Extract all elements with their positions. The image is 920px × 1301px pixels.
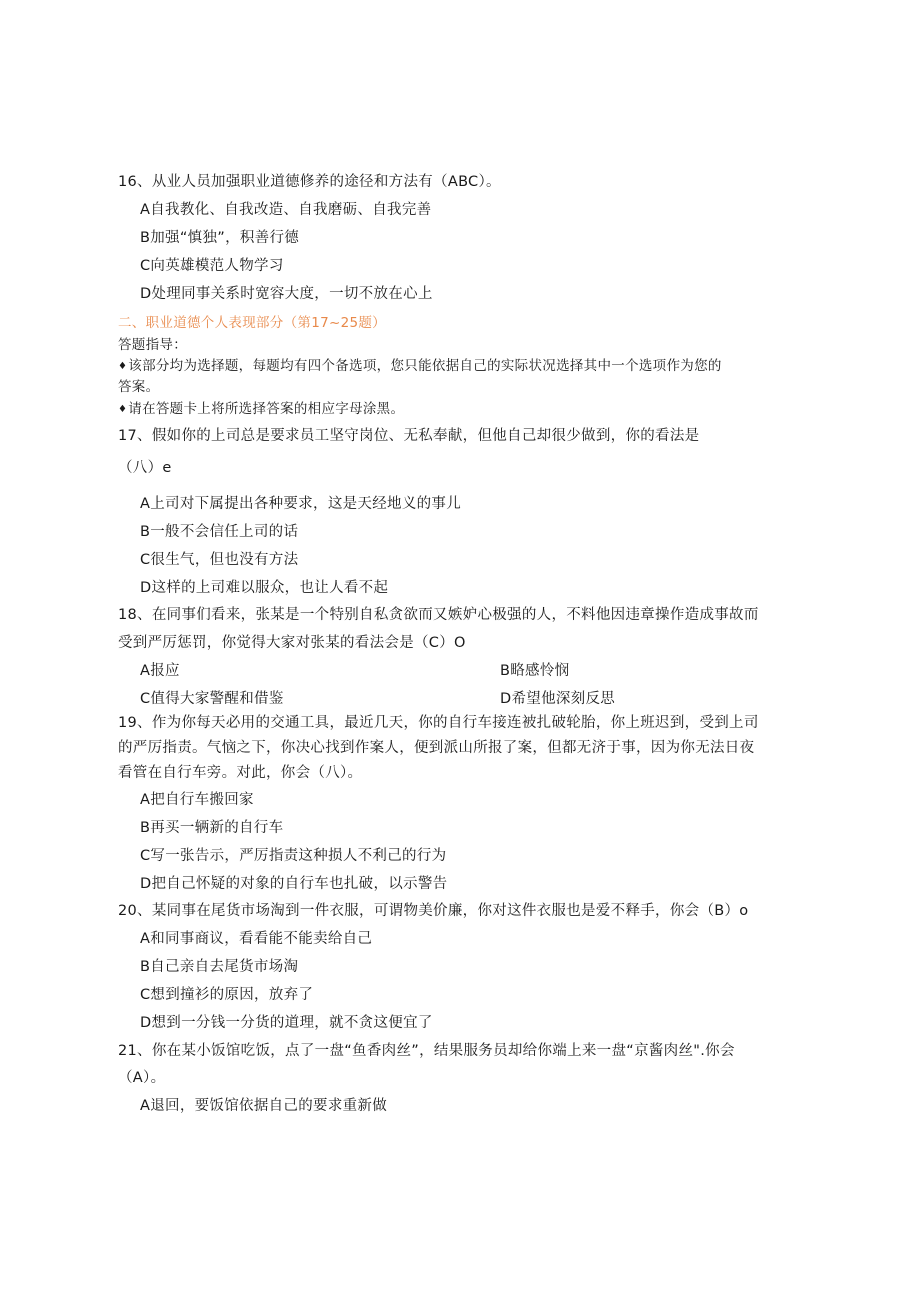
- diamond-bullet-icon: ♦: [118, 404, 128, 415]
- diamond-bullet-icon: ♦: [118, 361, 128, 372]
- guide-bullet-1-continued: 答案。: [118, 379, 160, 395]
- question-20-stem: 20、某同事在尾货市场淘到一件衣服，可谓物美价廉，你对这件衣服也是爱不释手，你会（B）o: [118, 903, 749, 919]
- question-19-stem-line-2: 的严厉指责。气恼之下，你决心找到作案人，便到派山所报了案，但都无济于事，因为你无法日夜: [118, 740, 755, 756]
- question-18-option-a: A报应: [140, 663, 180, 679]
- question-19-option-a: A把自行车搬回家: [140, 792, 254, 808]
- question-17-stem-continued: （八）e: [118, 460, 172, 476]
- question-18-stem: 18、在同事们看来，张某是一个特别自私贪欲而又嫉妒心极强的人，不料他因违章操作造成事故而: [118, 607, 759, 623]
- question-17-option-c: C很生气，但也没有方法: [140, 552, 299, 568]
- answer-guide-label: 答题指导：: [118, 337, 187, 353]
- question-17-stem: 17、假如你的上司总是要求员工坚守岗位、无私奉献，但他自己却很少做到，你的看法是: [118, 428, 700, 444]
- question-17-option-a: A上司对下属提出各种要求，这是天经地义的事儿: [140, 496, 462, 512]
- question-20-option-a: A和同事商议，看看能不能卖给自己: [140, 931, 373, 947]
- section-2-title: 二、职业道德个人表现部分（第17~25题）: [118, 315, 386, 331]
- question-18-stem-continued: 受到严厉惩罚，你觉得大家对张某的看法会是（C）O: [118, 635, 466, 651]
- question-20-option-c: C想到撞衫的原因，放弃了: [140, 987, 314, 1003]
- question-19-option-b: B再买一辆新的自行车: [140, 820, 284, 836]
- guide-bullet-1-text: 该部分均为选择题，每题均有四个备选项，您只能依据自己的实际状况选择其中一个选项作为您的: [128, 358, 722, 374]
- question-19-stem: 19、作为你每天必用的交通工具，最近几天，你的自行车接连被扎破轮胎，你上班迟到，受到上司: [118, 715, 759, 731]
- question-16-option-a: A自我教化、自我改造、自我磨砺、自我完善: [140, 202, 432, 218]
- question-16-option-b: B加强“慎独”，积善行德: [140, 230, 300, 246]
- question-18-option-b: B略感怜悯: [500, 663, 570, 679]
- guide-bullet-1: [118, 356, 722, 378]
- question-18-option-c: C值得大家警醒和借鉴: [140, 691, 284, 707]
- question-19-stem-line-3: 看管在自行车旁。对此，你会（八）。: [118, 765, 363, 781]
- question-19-option-d: D把自己怀疑的对象的自行车也扎破，以示警告: [140, 876, 448, 892]
- guide-bullet-2-text: 请在答题卡上将所选择答案的相应字母涂黑。: [128, 401, 405, 417]
- guide-bullet-2: [118, 399, 404, 421]
- question-21-stem-continued: （A）。: [118, 1070, 166, 1086]
- question-21-option-a: A退回，要饭馆依据自己的要求重新做: [140, 1098, 388, 1114]
- question-20-option-d: D想到一分钱一分货的道理，就不贪这便宜了: [140, 1015, 433, 1031]
- question-18-option-d: D希望他深刻反思: [500, 691, 616, 707]
- question-20-option-b: B自己亲自去尾货市场淘: [140, 959, 299, 975]
- question-16-option-c: C向英雄模范人物学习: [140, 258, 284, 274]
- question-17-option-d: D这样的上司难以服众，也让人看不起: [140, 580, 389, 596]
- question-21-stem: 21、你在某小饭馆吃饭，点了一盘“鱼香肉丝”，结果服务员却给你端上来一盘“京酱肉丝".你会: [118, 1043, 735, 1059]
- question-16-stem: 16、从业人员加强职业道德修养的途径和方法有（ABC）。: [118, 174, 501, 190]
- question-16-option-d: D处理同事关系时宽容大度，一切不放在心上: [140, 286, 433, 302]
- question-19-option-c: C写一张告示，严厉指责这种损人不利己的行为: [140, 848, 447, 864]
- question-17-option-b: B一般不会信任上司的话: [140, 524, 299, 540]
